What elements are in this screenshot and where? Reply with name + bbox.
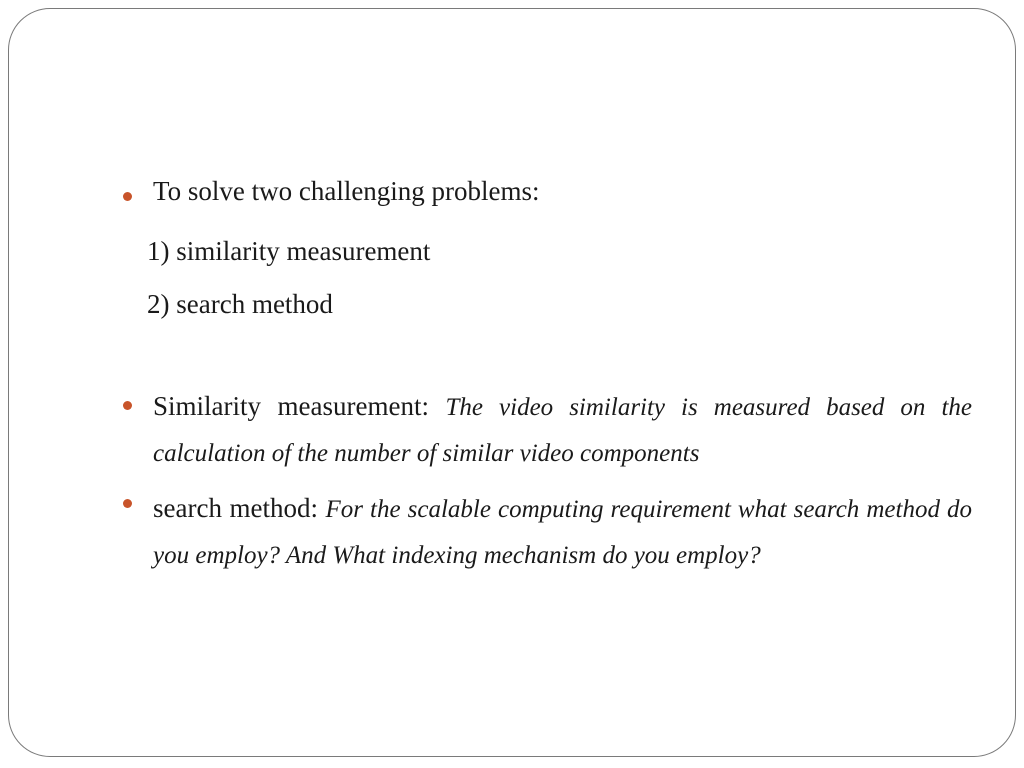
bullet-description: The video similarity is measured based on the calculation of the number of similar video components: [153, 394, 972, 467]
sub-item-text: 1) similarity measurement: [147, 236, 431, 266]
bullet-item-search-method: [123, 493, 973, 628]
bullet-lead: search method:: [153, 493, 326, 523]
bullet-item-similarity-measurement: [123, 391, 973, 487]
bullet-description: For the scalable computing requirement what search method do you employ? And What indexing mechanism do you employ?: [153, 496, 972, 569]
bullet-item-problems: [123, 176, 973, 225]
sub-item-search: [123, 277, 973, 321]
bullet-text: To solve two challenging problems:: [153, 176, 540, 206]
slide-frame: [8, 8, 1016, 757]
bullet-paragraph: [153, 486, 972, 578]
bullet-dot-icon: [123, 192, 132, 201]
sub-item-similarity: [123, 224, 973, 268]
sub-item-text: 2) search method: [147, 289, 333, 319]
bullet-dot-icon: [123, 401, 132, 410]
bullet-lead: Similarity measurement:: [153, 391, 446, 421]
bullet-paragraph: [153, 384, 972, 476]
bullet-dot-icon: [123, 499, 132, 508]
